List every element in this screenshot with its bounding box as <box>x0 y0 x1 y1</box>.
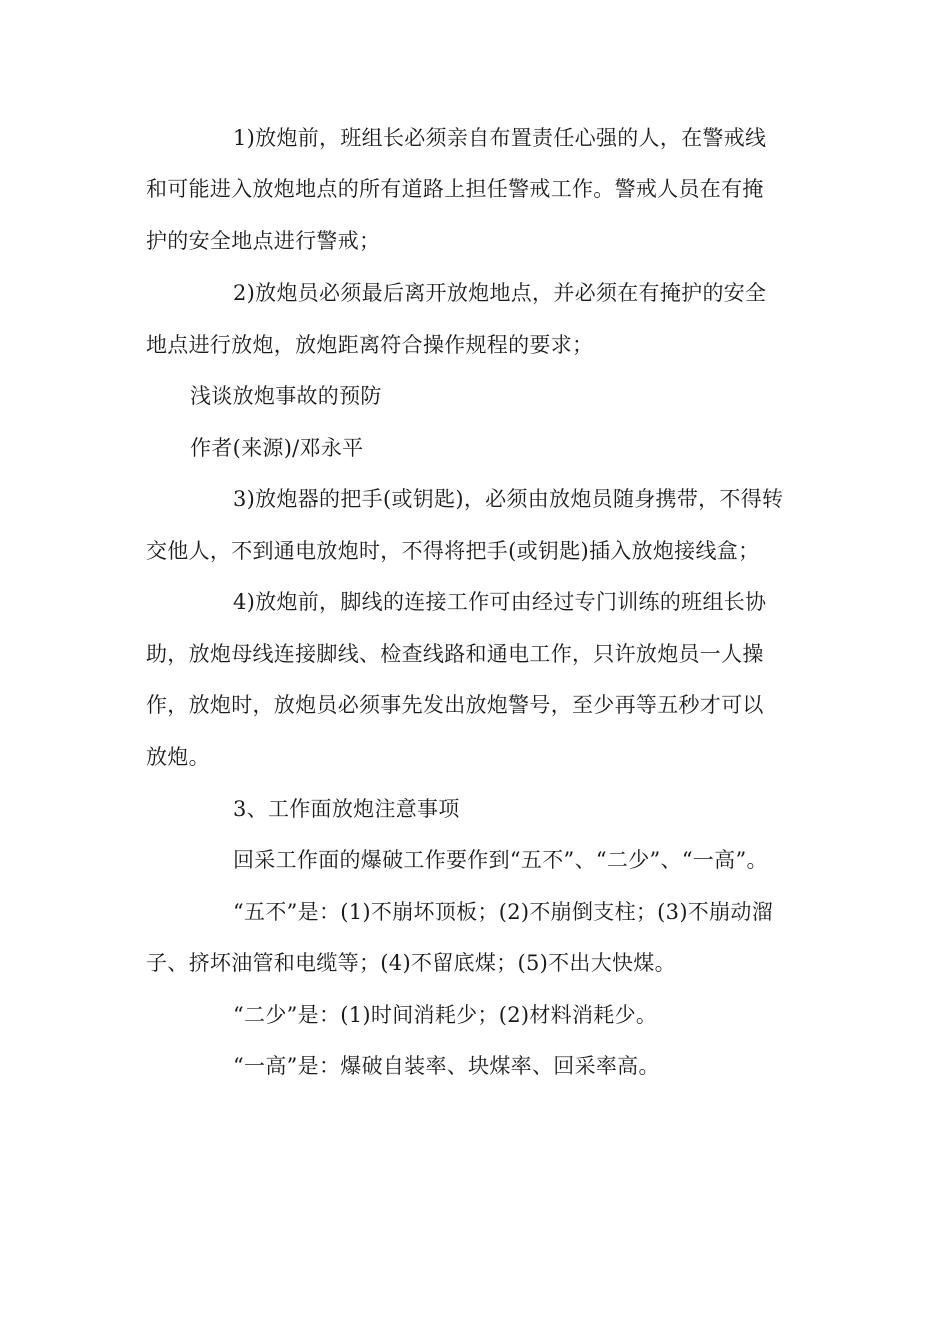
paragraph-line: 地点进行放炮，放炮距离符合操作规程的要求； <box>146 333 594 357</box>
paragraph-line: 和可能进入放炮地点的所有道路上担任警戒工作。警戒人员在有掩 <box>146 177 764 201</box>
section-heading: 3、工作面放炮注意事项 <box>233 797 460 821</box>
paragraph-line: 3)放炮器的把手(或钥匙)，必须由放炮员随身携带，不得转 <box>233 487 784 511</box>
paragraph-line: 护的安全地点进行警戒； <box>146 229 381 253</box>
paragraph-line: 助，放炮母线连接脚线、检查线路和通电工作，只许放炮员一人操 <box>146 642 764 666</box>
paragraph-line: 作，放炮时，放炮员必须事先发出放炮警号，至少再等五秒才可以 <box>146 693 764 717</box>
paragraph-line: 放炮。 <box>146 745 210 769</box>
paragraph-line: “五不”是：(1)不崩坏顶板；(2)不崩倒支柱；(3)不崩动溜 <box>233 900 774 924</box>
paragraph-line: “一高”是：爆破自装率、块煤率、回采率高。 <box>233 1054 660 1078</box>
paragraph-line: 交他人，不到通电放炮时，不得将把手(或钥匙)插入放炮接线盒； <box>146 539 760 563</box>
paragraph-line: 1)放炮前，班组长必须亲自布置责任心强的人，在警戒线 <box>233 126 767 150</box>
paragraph-line: 子、挤坏油管和电缆等；(4)不留底煤；(5)不出大快煤。 <box>146 951 676 975</box>
paragraph-line: “二少”是：(1)时间消耗少；(2)材料消耗少。 <box>233 1003 658 1027</box>
paragraph-line: 回采工作面的爆破工作要作到“五不”、“二少”、“一高”。 <box>233 848 768 872</box>
paragraph-line: 2)放炮员必须最后离开放炮地点，并必须在有掩护的安全 <box>233 281 767 305</box>
article-title: 浅谈放炮事故的预防 <box>190 384 382 408</box>
article-author: 作者(来源)/邓永平 <box>190 436 364 460</box>
paragraph-line: 4)放炮前，脚线的连接工作可由经过专门训练的班组长协 <box>233 590 767 614</box>
